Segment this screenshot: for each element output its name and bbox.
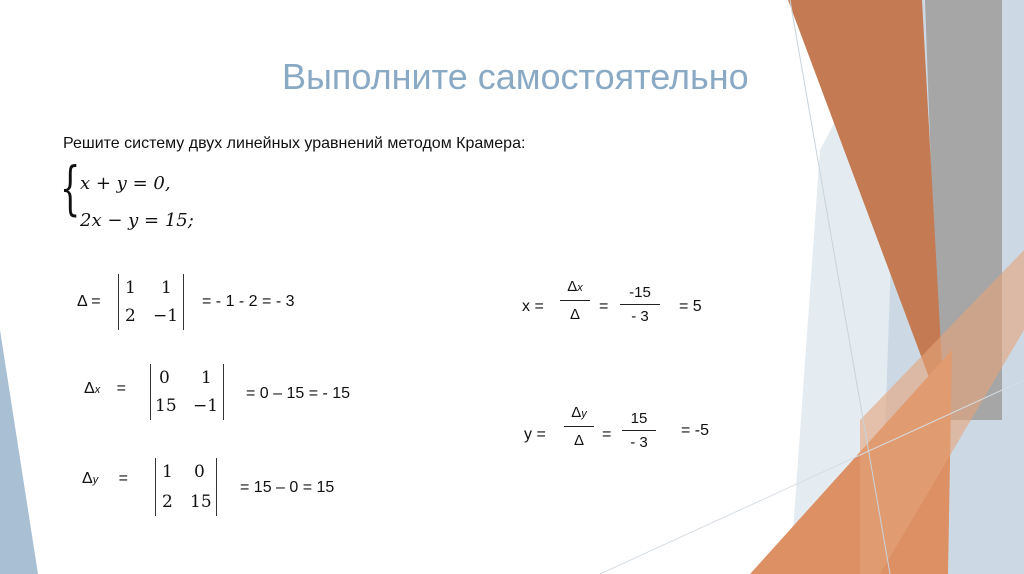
x-equals: = bbox=[599, 298, 609, 315]
delta-cell: 1 bbox=[161, 278, 172, 298]
delta-x-determinant bbox=[150, 364, 224, 420]
delta-y-cell: 15 bbox=[190, 492, 212, 512]
delta-result: = - 1 - 2 = - 3 bbox=[202, 293, 295, 310]
delta-x-cell: 1 bbox=[201, 368, 212, 388]
delta-y-cell: 0 bbox=[194, 462, 205, 482]
delta-y-determinant bbox=[155, 458, 217, 516]
delta-y-cell: 2 bbox=[162, 492, 173, 512]
delta-determinant bbox=[118, 274, 184, 330]
fraction-bar bbox=[564, 426, 594, 427]
y-result: = -5 bbox=[681, 422, 710, 439]
equation-1: x + y = 0, bbox=[80, 173, 171, 194]
delta-x-equals: = bbox=[116, 380, 126, 397]
y-frac2-num: 15 bbox=[630, 410, 648, 427]
delta-y-result: = 15 – 0 = 15 bbox=[240, 479, 335, 496]
task-text: Решите систему двух линейных уравнений методом Крамера: bbox=[63, 135, 526, 152]
delta-x-label bbox=[84, 380, 126, 398]
delta-x-cell: 0 bbox=[159, 368, 170, 388]
delta-x-cell: 15 bbox=[155, 396, 177, 416]
y-equals: = bbox=[602, 426, 612, 443]
y-frac2-den: - 3 bbox=[630, 434, 648, 451]
delta-y-cell: 1 bbox=[162, 462, 173, 482]
delta-label: Δ = bbox=[77, 293, 101, 310]
delta-y-symbol: Δ bbox=[82, 470, 93, 487]
delta-y-sub: y bbox=[92, 474, 99, 486]
y-frac1-num: Δy bbox=[571, 404, 587, 421]
x-frac2-num: -15 bbox=[629, 284, 651, 301]
delta-cell: −1 bbox=[153, 306, 179, 326]
equation-2: 2x − y = 15; bbox=[80, 210, 194, 231]
y-frac1-den: Δ bbox=[573, 432, 585, 449]
fraction-bar bbox=[560, 300, 590, 301]
x-frac1-num: Δx bbox=[567, 278, 583, 295]
slide-title: Выполните самостоятельно bbox=[282, 56, 749, 97]
delta-cell: 2 bbox=[125, 306, 136, 326]
delta-cell: 1 bbox=[125, 278, 136, 298]
fraction-bar bbox=[620, 304, 660, 305]
equation-system bbox=[60, 154, 220, 245]
y-fraction-1 bbox=[564, 404, 594, 452]
delta-x-cell: −1 bbox=[193, 396, 219, 416]
delta-y-label bbox=[82, 470, 128, 488]
delta-x-result: = 0 – 15 = - 15 bbox=[246, 385, 351, 402]
left-brace: { bbox=[60, 154, 81, 222]
x-fraction-2 bbox=[620, 284, 660, 328]
y-fraction-2 bbox=[622, 410, 656, 454]
x-frac1-den: Δ bbox=[569, 306, 581, 323]
x-lhs: x = bbox=[522, 298, 544, 315]
x-frac2-den: - 3 bbox=[631, 308, 649, 325]
delta-y-equals: = bbox=[118, 470, 128, 487]
delta-x-sub: x bbox=[94, 384, 101, 396]
x-result: = 5 bbox=[679, 298, 702, 315]
y-lhs: y = bbox=[524, 426, 546, 443]
fraction-bar bbox=[622, 430, 656, 431]
x-fraction-1 bbox=[560, 278, 590, 326]
left-blue-wedge bbox=[0, 330, 38, 574]
delta-x-symbol: Δ bbox=[84, 380, 95, 397]
